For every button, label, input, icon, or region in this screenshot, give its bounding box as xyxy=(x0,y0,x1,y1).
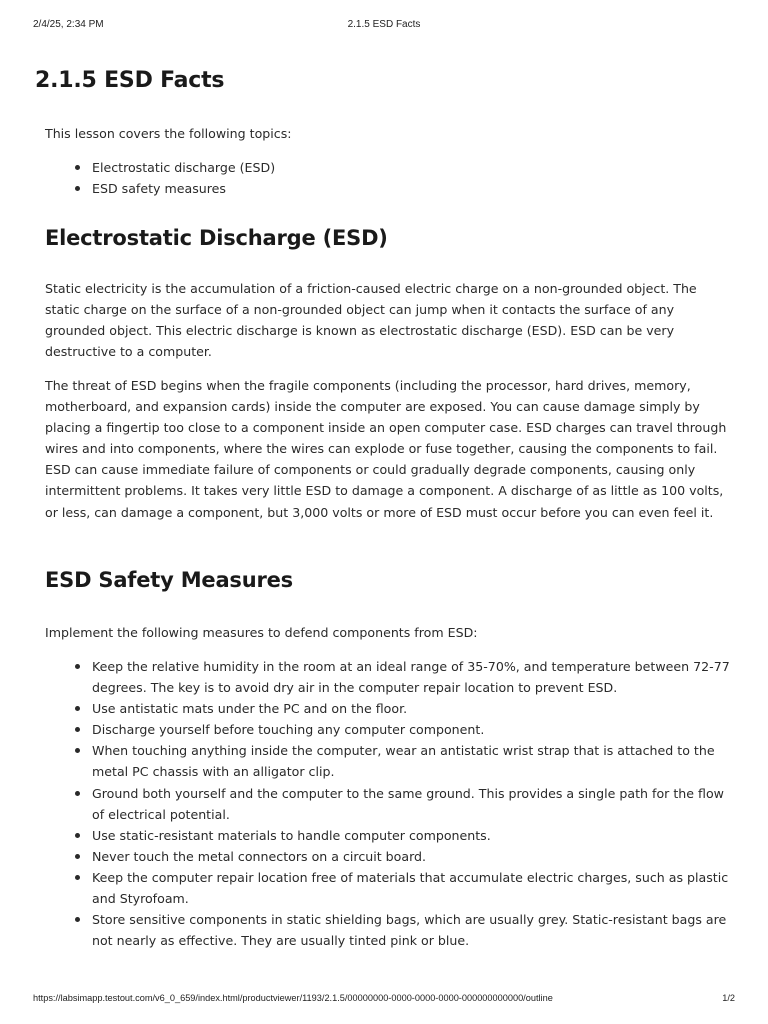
topic-text: ESD safety measures xyxy=(92,181,226,197)
esd-paragraph: The threat of ESD begins when the fragile components (including the processor, hard drives, memory, motherboard, and expansion cards) inside the computer are exposed. You can cause damage simply by placing a fingertip too close to a component inside an open computer case. ESD charges can travel through wires and into components, where the wires can explode or fuse together, causing the components to fail. ESD can cause immediate failure of components or could gradually degrade components, causing only intermittent problems. It takes very little ESD to damage a component. A discharge of as little as 100 volts, or less, can damage a component, but 3,000 volts or more of ESD must occur before you can even feel it. xyxy=(45,378,727,520)
list-item xyxy=(75,825,735,846)
bullet-icon xyxy=(75,727,80,732)
list-item xyxy=(75,740,735,782)
bullet-icon xyxy=(75,791,80,796)
measure-text: Discharge yourself before touching any computer component. xyxy=(92,722,485,738)
measure-text: Keep the relative humidity in the room at an ideal range of 35-70%, and temperature between 72-77 degrees. The key is to avoid dry air in the computer repair location to prevent ESD. xyxy=(92,659,730,696)
safety-intro: Implement the following measures to defend components from ESD: xyxy=(45,625,478,640)
print-page-title: 2.1.5 ESD Facts xyxy=(347,19,421,30)
print-datetime: 2/4/25, 2:34 PM xyxy=(33,19,104,30)
list-item xyxy=(75,867,735,909)
esd-paragraph: Static electricity is the accumulation of a friction-caused electric charge on a non-grounded object. The static charge on the surface of a non-grounded object can jump when it contacts the surface of any grounded object. This electric discharge is known as electrostatic discharge (ESD). ESD can be very destructive to a computer. xyxy=(45,281,697,360)
measures-list xyxy=(75,656,735,951)
measure-text: Ground both yourself and the computer to the same ground. This provides a single path for the flow of electrical potential. xyxy=(92,785,724,822)
bullet-icon xyxy=(75,165,80,170)
bullet-icon xyxy=(75,875,80,880)
measure-text: Never touch the metal connectors on a circuit board. xyxy=(92,848,427,864)
bullet-icon xyxy=(75,917,80,922)
topics-list xyxy=(75,157,735,199)
lesson-intro: This lesson covers the following topics: xyxy=(45,126,292,141)
list-item xyxy=(75,909,735,951)
measure-text: Use antistatic mats under the PC and on the floor. xyxy=(92,701,408,717)
bullet-icon xyxy=(75,664,80,669)
list-item xyxy=(75,656,735,698)
list-item xyxy=(75,719,735,740)
list-item xyxy=(75,698,735,719)
print-header xyxy=(33,19,735,33)
list-item xyxy=(75,783,735,825)
print-page-number: 1/2 xyxy=(722,993,735,1003)
measure-text: Store sensitive components in static shielding bags, which are usually grey. Static-resistant bags are not nearly as effective. They are usually tinted pink or blue. xyxy=(92,912,727,949)
safety-heading: ESD Safety Measures xyxy=(45,568,293,592)
measure-text: When touching anything inside the computer, wear an antistatic wrist strap that is attached to the metal PC chassis with an alligator clip. xyxy=(92,743,715,780)
bullet-icon xyxy=(75,854,80,859)
topic-text: Electrostatic discharge (ESD) xyxy=(92,160,276,175)
bullet-icon xyxy=(75,748,80,753)
measure-text: Use static-resistant materials to handle computer components. xyxy=(92,827,491,843)
bullet-icon xyxy=(75,186,80,191)
list-item xyxy=(75,178,735,199)
print-footer xyxy=(33,993,735,1007)
bullet-icon xyxy=(75,833,80,838)
measure-text: Keep the computer repair location free of materials that accumulate electric charges, such as plastic and Styrofoam. xyxy=(92,869,729,907)
list-item xyxy=(75,846,735,867)
bullet-icon xyxy=(75,706,80,711)
esd-heading: Electrostatic Discharge (ESD) xyxy=(45,226,388,250)
page-title: 2.1.5 ESD Facts xyxy=(35,68,225,93)
list-item xyxy=(75,157,735,178)
print-url: https://labsimapp.testout.com/v6_0_659/index.html/productviewer/1193/2.1.5/00000000-0000-0000-0000-000000000000/outline xyxy=(33,993,553,1003)
